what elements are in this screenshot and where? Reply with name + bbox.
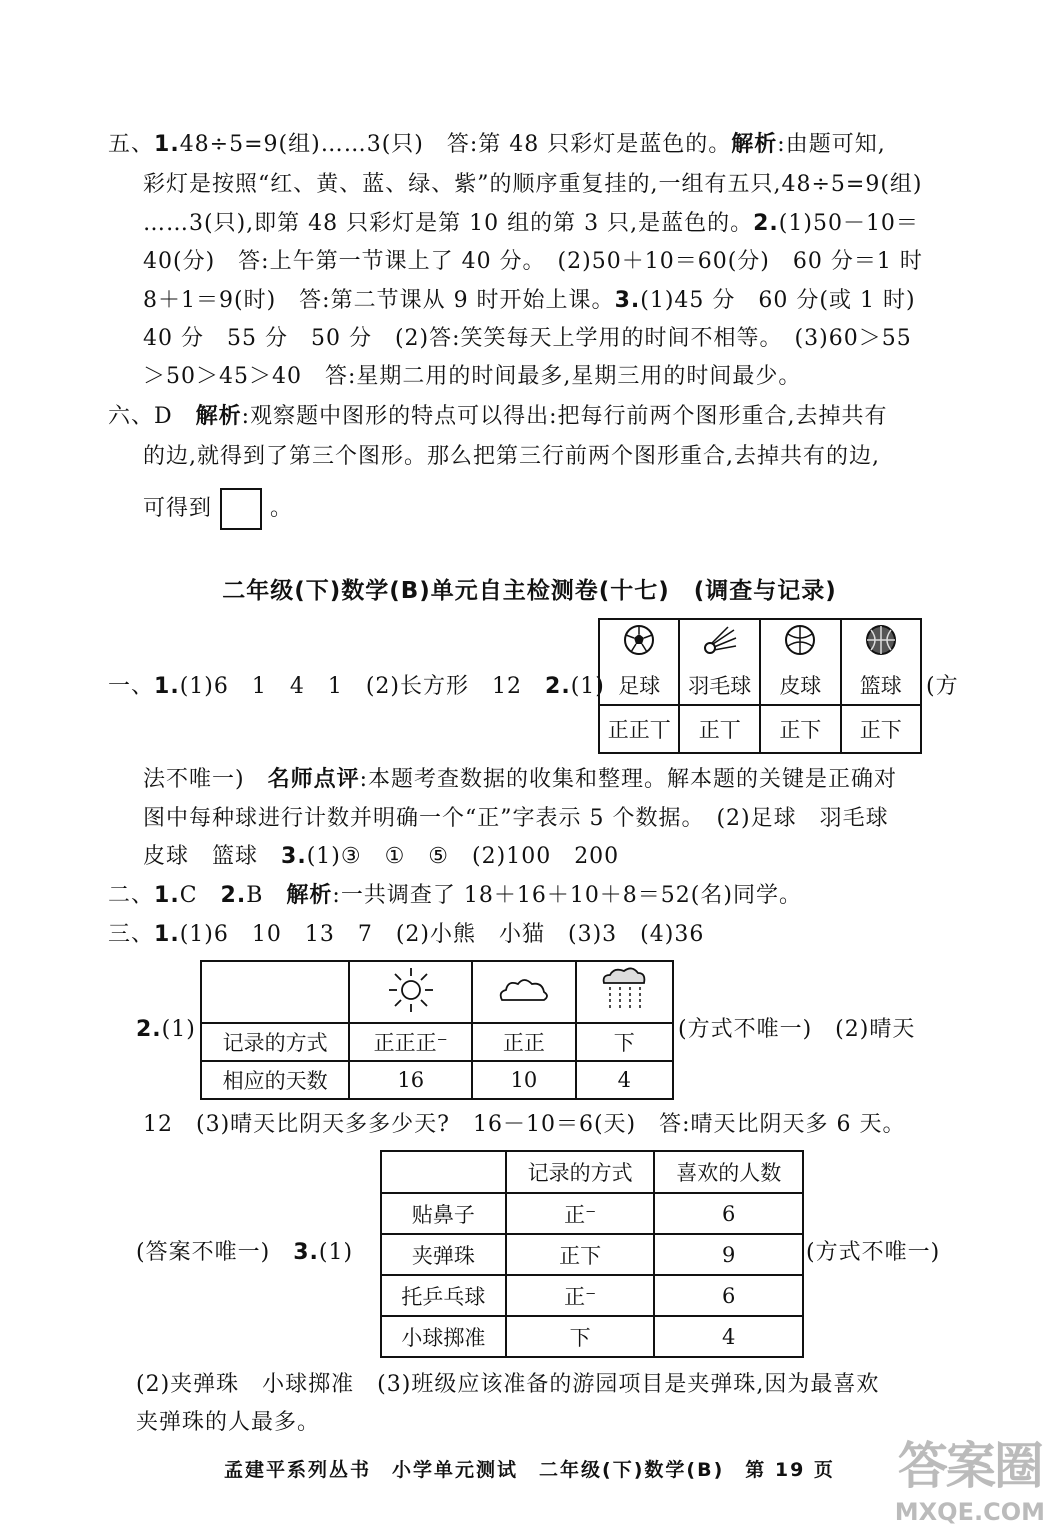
record-method-label: 记录的方式 — [201, 1023, 349, 1061]
sun-icon — [349, 961, 472, 1023]
q3-3-after: (方式不唯一) — [806, 1240, 941, 1265]
game-name: 托乒乓球 — [381, 1275, 506, 1316]
q3-3-label: (答案不唯一) 3.(1) — [136, 1240, 354, 1265]
weather-tally: 正正正⁻ — [349, 1023, 472, 1061]
page-footer: 孟建平系列丛书 小学单元测试 二年级(下)数学(B) 第 19 页 — [224, 1459, 835, 1481]
ball-tally-table — [598, 618, 922, 754]
game-tally: 正下 — [506, 1234, 655, 1275]
rubber-ball-icon — [760, 619, 840, 665]
sec6-line2: 的边,就得到了第三个图形。那么把第三行前两个图形重合,去掉共有的边, — [143, 444, 880, 469]
games-head-method: 记录的方式 — [506, 1151, 655, 1193]
ball-tally: 正正丅 — [599, 705, 679, 753]
game-count: 6 — [654, 1275, 803, 1316]
weather-empty-cell — [201, 961, 349, 1023]
game-name: 贴鼻子 — [381, 1193, 506, 1234]
ball-name: 皮球 — [760, 665, 840, 705]
q3-line1: 三、1.(1)6 10 13 7 (2)小熊 小猫 (3)3 (4)36 — [108, 922, 705, 947]
sec5-line3: ……3(只),即第 48 只彩灯是第 10 组的第 3 只,是蓝色的。2.(1)50－10＝ — [143, 211, 919, 236]
cloud-icon — [472, 961, 575, 1023]
game-tally: 下 — [506, 1316, 655, 1357]
weather-tally: 下 — [576, 1023, 673, 1061]
games-head-count: 喜欢的人数 — [654, 1151, 803, 1193]
q3-line4: (2)夹弹珠 小球掷准 (3)班级应该准备的游园项目是夹弹珠,因为最喜欢 — [136, 1372, 880, 1397]
game-count: 4 — [654, 1316, 803, 1357]
basketball-icon — [841, 619, 921, 665]
sec5-line4: 40(分) 答:上午第一节课上了 40 分。 (2)50＋10＝60(分) 60 分＝1 时 — [143, 249, 923, 274]
watermark-logo — [895, 1426, 1045, 1526]
unit-test-title: 二年级(下)数学(B)单元自主检测卷(十七) (调查与记录) — [222, 578, 837, 604]
ball-tally: 正丅 — [679, 705, 760, 753]
watermark-text: 答案圈 — [897, 1437, 1042, 1495]
soccer-ball-icon — [599, 619, 679, 665]
weather-table — [200, 960, 674, 1100]
games-table — [380, 1150, 804, 1358]
game-name: 小球掷准 — [381, 1316, 506, 1357]
games-head-empty — [381, 1151, 506, 1193]
game-count: 6 — [654, 1193, 803, 1234]
ball-tally: 正下 — [760, 705, 840, 753]
q1-line2: 法不唯一) 名师点评:本题考查数据的收集和整理。解本题的关键是正确对 — [143, 767, 898, 792]
q1-line1-end: (方 — [926, 674, 959, 699]
q1-line1: 一、1.(1)6 1 4 1 (2)长方形 12 2.(1) — [108, 674, 605, 699]
ball-name: 篮球 — [841, 665, 921, 705]
weather-count: 10 — [472, 1061, 575, 1099]
sec5-line7: ＞50＞45＞40 答:星期二用的时间最多,星期三用的时间最少。 — [143, 364, 802, 389]
day-count-label: 相应的天数 — [201, 1061, 349, 1099]
q3-line5: 夹弹珠的人最多。 — [136, 1410, 321, 1435]
ball-name: 足球 — [599, 665, 679, 705]
ball-name: 羽毛球 — [679, 665, 760, 705]
q2-line: 二、1.C 2.B 解析:一共调查了 18＋16＋10＋8＝52(名)同学。 — [108, 883, 802, 908]
game-name: 夹弹珠 — [381, 1234, 506, 1275]
sec5-line6: 40 分 55 分 50 分 (2)答:笑笑每天上学用的时间不相等。 (3)60＞55 — [143, 326, 912, 351]
answer-square-icon — [220, 488, 262, 530]
weather-count: 16 — [349, 1061, 472, 1099]
watermark-url: MXQE.COM — [894, 1498, 1045, 1526]
game-tally: 正⁻ — [506, 1275, 655, 1316]
weather-tally: 正正 — [472, 1023, 575, 1061]
sec5-line5: 8＋1＝9(时) 答:第二节课从 9 时开始上课。3.(1)45 分 60 分(或 1 时) — [143, 288, 916, 313]
sec6-line1: 六、D 解析:观察题中图形的特点可以得出:把每行前两个图形重合,去掉共有 — [108, 404, 888, 429]
weather-count: 4 — [576, 1061, 673, 1099]
q1-line3: 图中每种球进行计数并明确一个“正”字表示 5 个数据。 (2)足球 羽毛球 — [143, 806, 889, 831]
game-tally: 正⁻ — [506, 1193, 655, 1234]
rain-cloud-icon — [576, 961, 673, 1023]
game-count: 9 — [654, 1234, 803, 1275]
ball-tally: 正下 — [841, 705, 921, 753]
q1-line4: 皮球 篮球 3.(1)③ ① ⑤ (2)100 200 — [143, 844, 620, 869]
q3-2-label: 2.(1) — [136, 1017, 196, 1042]
sec5-line1: 五、1.48÷5=9(组)……3(只) 答:第 48 只彩灯是蓝色的。解析:由题可知, — [108, 132, 886, 157]
q3-2-after: (方式不唯一) (2)晴天 — [678, 1017, 916, 1042]
sec5-line2: 彩灯是按照“红、黄、蓝、绿、紫”的顺序重复挂的,一组有五只,48÷5=9(组) — [143, 172, 923, 197]
sec6-line3: 可得到 。 — [143, 488, 293, 530]
shuttlecock-icon — [679, 619, 760, 665]
q3-line3: 12 (3)晴天比阴天多多少天? 16－10＝6(天) 答:晴天比阴天多 6 天。 — [143, 1112, 906, 1137]
